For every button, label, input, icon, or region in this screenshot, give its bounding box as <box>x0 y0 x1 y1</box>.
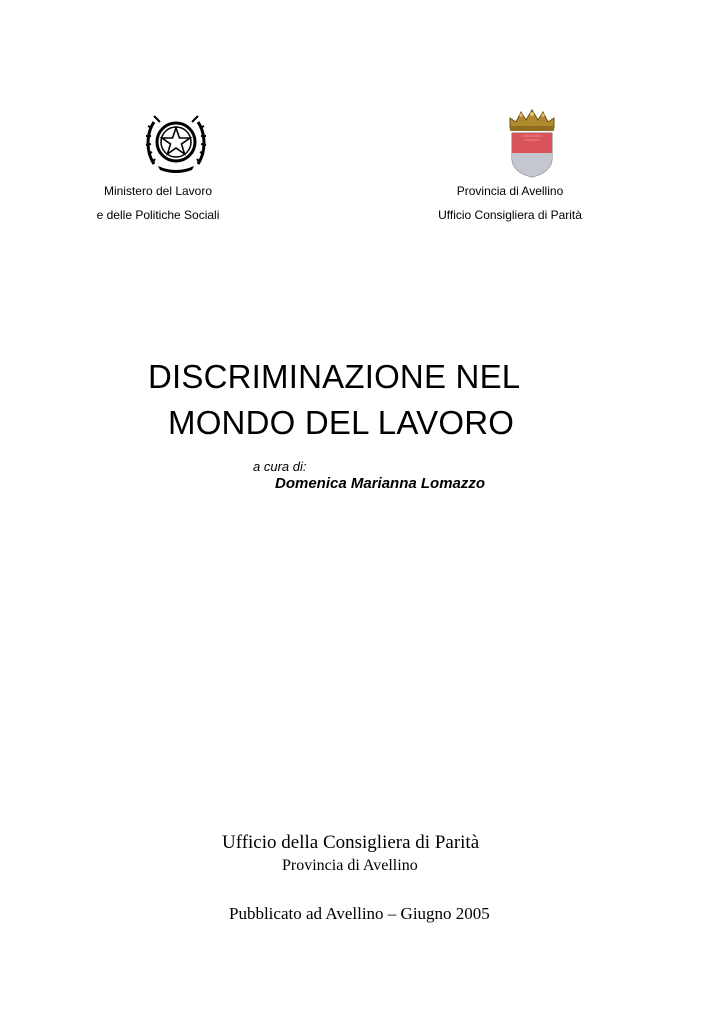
italian-republic-emblem-icon <box>144 108 208 176</box>
document-title-line-2: MONDO DEL LAVORO <box>168 404 515 441</box>
footer-province: Provincia di Avellino <box>282 857 418 874</box>
publication-line: Pubblicato ad Avellino – Giugno 2005 <box>229 904 490 923</box>
ministry-name-line-1: Ministero del Lavoro <box>103 184 213 198</box>
ministry-name-line-2: e delle Politiche Sociali <box>96 208 220 222</box>
avellino-coat-of-arms-icon <box>504 106 560 178</box>
curator-label: a cura di: <box>253 459 307 474</box>
document-title-line-1: DISCRIMINAZIONE NEL <box>148 358 521 395</box>
province-name-line-1: Provincia di Avellino <box>456 184 564 198</box>
footer-office: Ufficio della Consigliera di Parità <box>222 832 480 853</box>
curator-name: Domenica Marianna Lomazzo <box>275 475 486 492</box>
province-name-line-2: Ufficio Consigliera di Parità <box>438 208 582 222</box>
